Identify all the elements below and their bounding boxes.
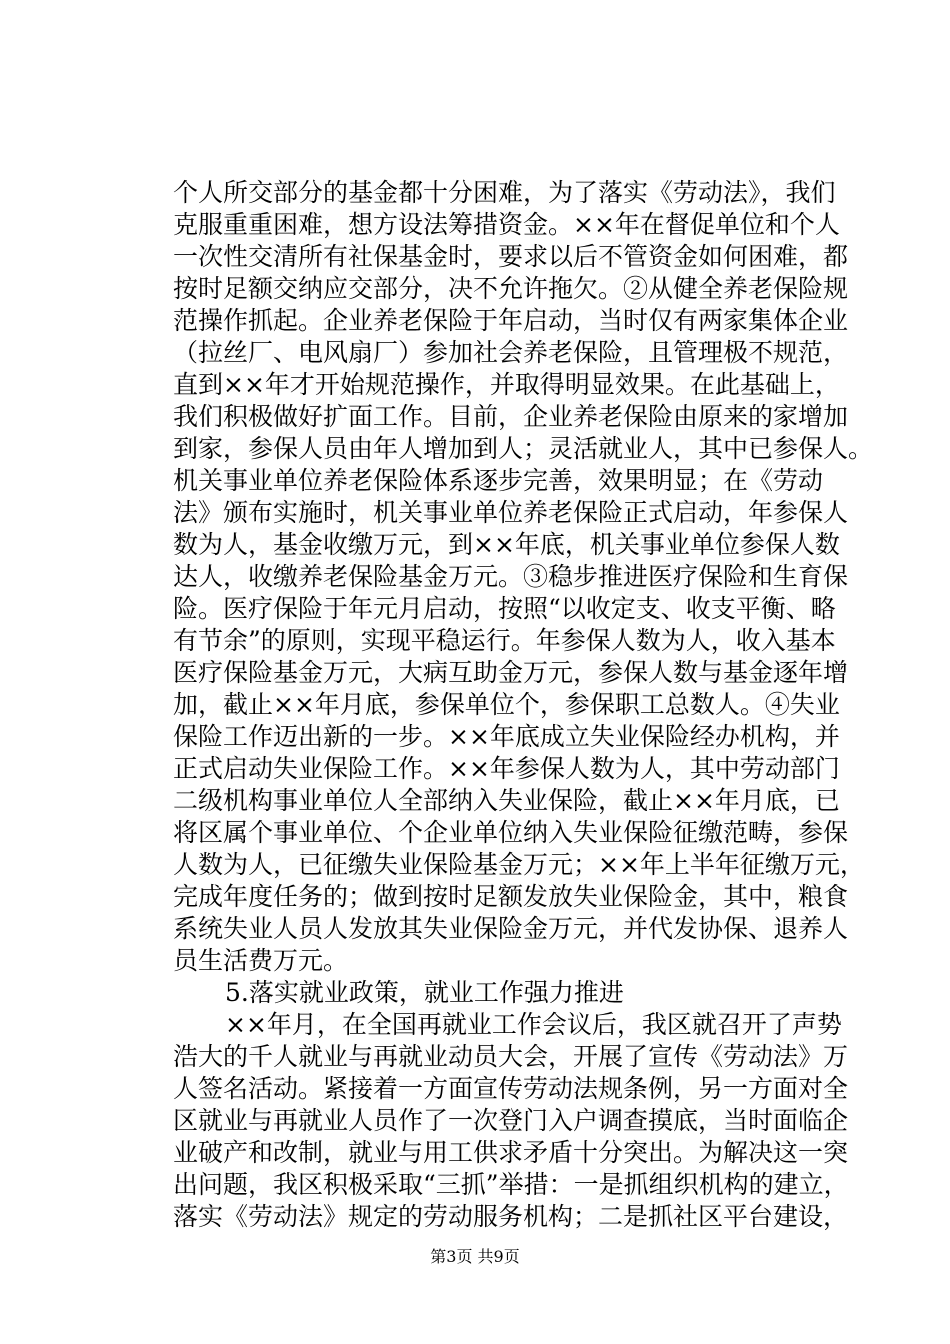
text-line: 保险工作迈出新的一步。××年底成立失业保险经办机构，并 — [173, 722, 840, 751]
text-line: 个人所交部分的基金都十分困难，为了落实《劳动法》，我们 — [173, 178, 836, 207]
text-line: 克服重重困难，想方设法筹措资金。××年在督促单位和个人 — [173, 210, 840, 239]
text-line: 人签名活动。紧接着一方面宣传劳动法规条例，另一方面对全 — [173, 1074, 849, 1103]
text-line: 险。医疗保险于年元月启动，按照“以收定支、收支平衡、略 — [173, 594, 836, 623]
text-line: 人数为人，已征缴失业保险基金万元；××年上半年征缴万元， — [173, 850, 865, 879]
text-line: 数为人，基金收缴万元，到××年底，机关事业单位参保人数 — [173, 530, 840, 559]
text-line: 完成年度任务的；做到按时足额发放失业保险金，其中，粮食 — [173, 882, 849, 911]
text-line: 将区属个事业单位、个企业单位纳入失业保险征缴范畴，参保 — [173, 818, 849, 847]
text-line: 有节余”的原则，实现平稳运行。年参保人数为人，收入基本 — [173, 626, 836, 655]
text-line: 到家，参保人员由年人增加到人；灵活就业人，其中已参保人。 — [173, 434, 874, 463]
text-line: 员生活费万元。 — [173, 946, 349, 975]
text-line: （拉丝厂、电风扇厂）参加社会养老保险，且管理极不规范， — [173, 338, 849, 367]
text-line: 达人，收缴养老保险基金万元。③稳步推进医疗保险和生育保 — [173, 562, 849, 591]
text-line: 我们积极做好扩面工作。目前，企业养老保险由原来的家增加 — [173, 402, 849, 431]
text-line: 范操作抓起。企业养老保险于年启动，当时仅有两家集体企业 — [173, 306, 849, 335]
text-line: 正式启动失业保险工作。××年参保人数为人，其中劳动部门 — [173, 754, 840, 783]
page-number-footer: 第3页 共9页 — [430, 1247, 520, 1266]
text-line: 区就业与再就业人员作了一次登门入户调查摸底，当时面临企 — [173, 1106, 849, 1135]
text-line: 一次性交清所有社保基金时，要求以后不管资金如何困难，都 — [173, 242, 849, 271]
body-text — [173, 177, 874, 1233]
text-line: 按时足额交纳应交部分，决不允许拖欠。②从健全养老保险规 — [173, 274, 849, 303]
text-line: 业破产和改制，就业与用工供求矛盾十分突出。为解决这一突 — [173, 1138, 849, 1167]
section-heading: 5.落实就业政策，就业工作强力推进 — [225, 978, 624, 1007]
text-line: 出问题，我区积极采取“三抓”举措：一是抓组织机构的建立， — [173, 1170, 849, 1199]
text-line: 浩大的千人就业与再就业动员大会，开展了宣传《劳动法》万 — [173, 1042, 849, 1071]
text-line: 系统失业人员人发放其失业保险金万元，并代发协保、退养人 — [173, 914, 849, 943]
text-line: 二级机构事业单位人全部纳入失业保险，截止××年月底，已 — [173, 786, 840, 815]
paragraph-first-line: ××年月，在全国再就业工作会议后，我区就召开了声势 — [225, 1010, 842, 1039]
text-line: 医疗保险基金万元，大病互助金万元，参保人数与基金逐年增 — [173, 658, 849, 687]
text-line: 法》颁布实施时，机关事业单位养老保险正式启动，年参保人 — [173, 498, 849, 527]
text-line: 加，截止××年月底，参保单位个，参保职工总数人。④失业 — [173, 690, 840, 719]
text-line: 落实《劳动法》规定的劳动服务机构；二是抓社区平台建设， — [173, 1202, 849, 1231]
text-line: 机关事业单位养老保险体系逐步完善，效果明显；在《劳动 — [173, 466, 824, 495]
text-line: 直到××年才开始规范操作，并取得明显效果。在此基础上， — [173, 370, 840, 399]
